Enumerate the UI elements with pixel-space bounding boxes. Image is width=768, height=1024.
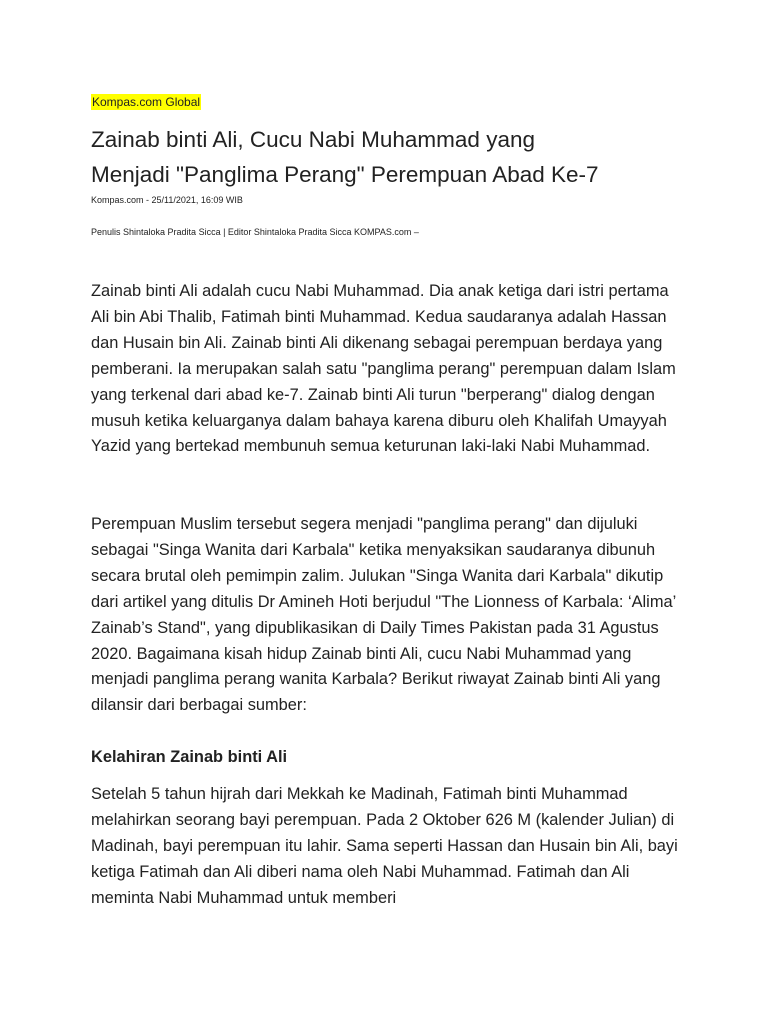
body-paragraph-1: Zainab binti Ali adalah cucu Nabi Muhammad. Dia anak ketiga dari istri pertama Ali bin Abi Thalib, Fatimah binti Muhammad. Kedua saudaranya adalah Hassan dan Husain bin Ali. Zainab binti Ali dikenang sebagai perempuan berdaya yang pemberani. Ia merupakan salah satu "panglima perang" perempuan dalam Islam yang terkenal dari abad ke-7. Zainab binti Ali turun "berperang" dialog dengan musuh ketika keluarganya dalam bahaya karena diburu oleh Khalifah Umayyah Yazid yang bertekad membunuh semua keturunan laki-laki Nabi Muhammad. — [91, 282, 676, 456]
source-tag-highlight: Kompas.com Global — [92, 95, 201, 109]
article-title-line-2: Menjadi "Panglima Perang" Perempuan Abad Ke-7 — [91, 162, 599, 187]
publish-date: Kompas.com - 25/11/2021, 16:09 WIB — [91, 195, 243, 205]
section-paragraph: Setelah 5 tahun hijrah dari Mekkah ke Madinah, Fatimah binti Muhammad melahirkan seorang bayi perempuan. Pada 2 Oktober 626 M (kalender Julian) di Madinah, bayi perempuan itu lahir. Sama seperti Hassan dan Husain bin Ali, bayi ketiga Fatimah dan Ali diberi nama oleh Nabi Muhammad. Fatimah dan Ali meminta Nabi Muhammad untuk memberi — [91, 785, 678, 907]
body-paragraph-2: Perempuan Muslim tersebut segera menjadi "panglima perang" dan dijuluki sebagai "Singa Wanita dari Karbala" ketika menyaksikan saudaranya dibunuh secara brutal oleh pemimpin zalim. Julukan "Singa Wanita dari Karbala" dikutip dari artikel yang ditulis Dr Amineh Hoti berjudul "The Lionness of Karbala: ‘Alima’ Zainab’s Stand", yang dipublikasikan di Daily Times Pakistan pada 31 Agustus 2020. Bagaimana kisah hidup Zainab binti Ali, cucu Nabi Muhammad yang menjadi panglima perang wanita Karbala? Berikut riwayat Zainab binti Ali yang dilansir dari berbagai sumber: — [91, 515, 676, 715]
article-title-line-1: Zainab binti Ali, Cucu Nabi Muhammad yang — [91, 127, 535, 152]
section-heading: Kelahiran Zainab binti Ali — [91, 748, 288, 766]
article-title — [91, 122, 691, 192]
author-editor-byline: Penulis Shintaloka Pradita Sicca | Editor Shintaloka Pradita Sicca KOMPAS.com – — [91, 227, 419, 237]
